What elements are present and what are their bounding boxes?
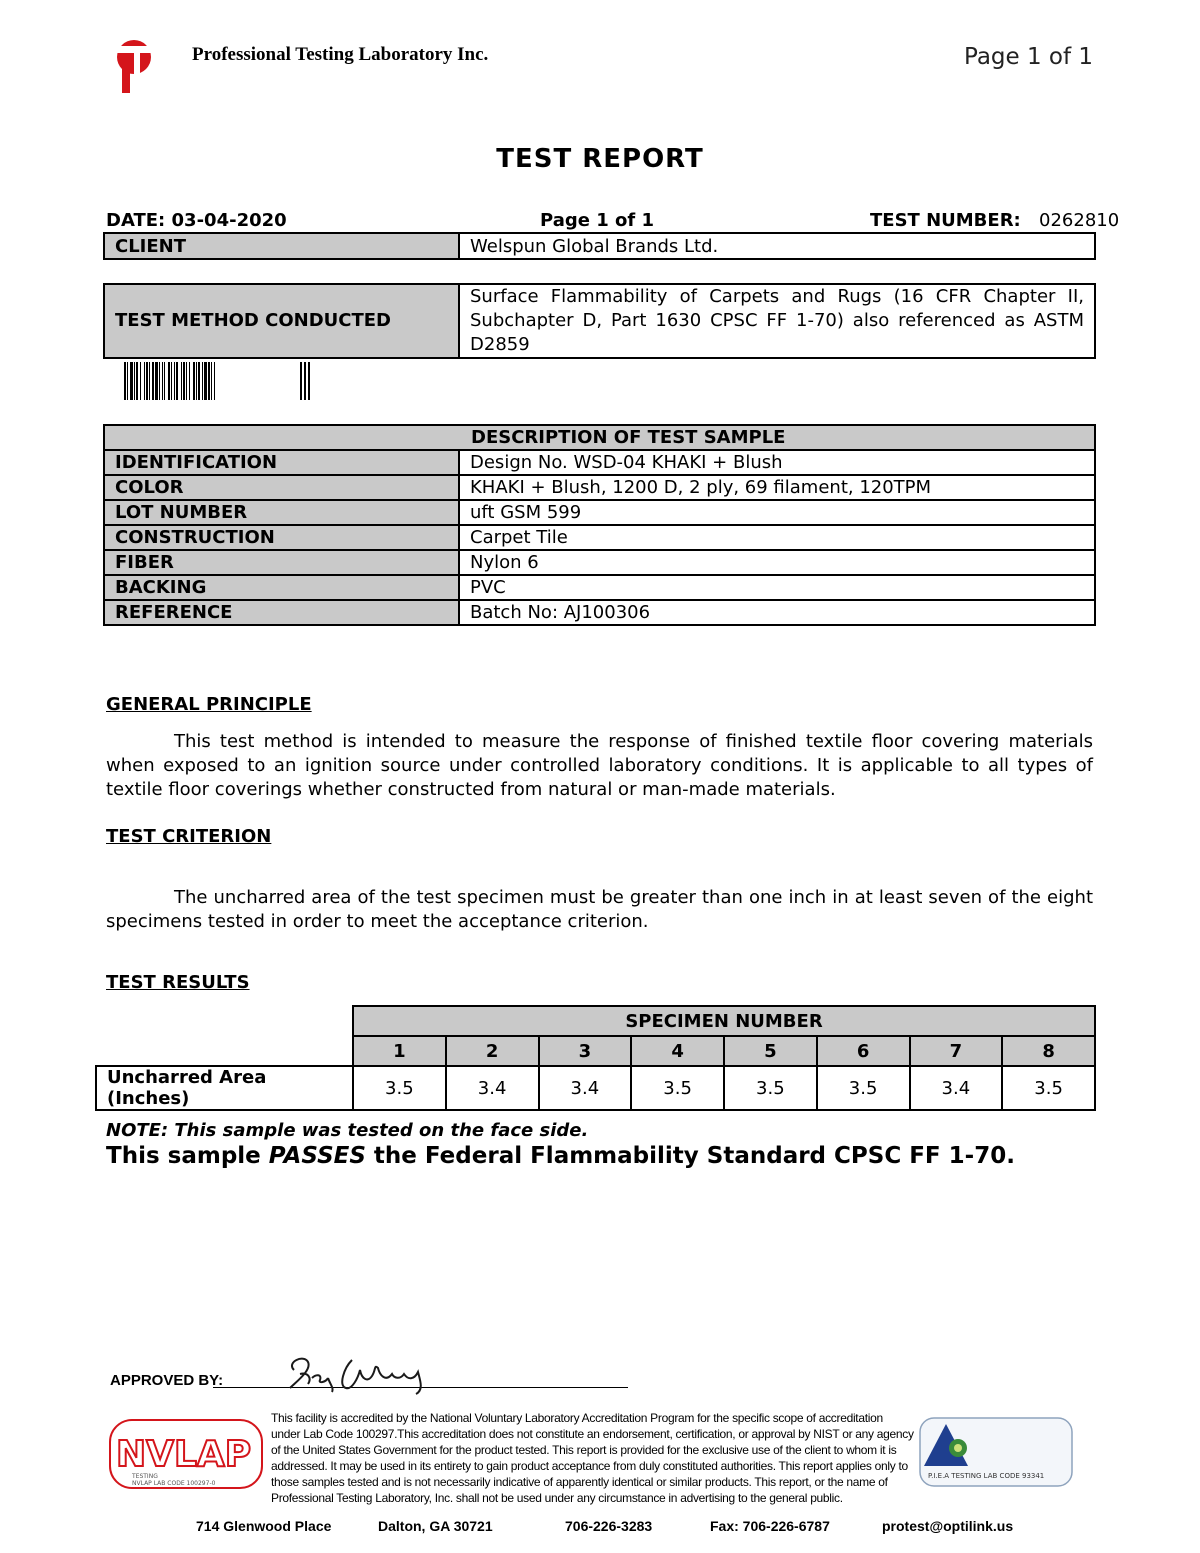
test-results-table: [95, 1005, 1096, 1111]
row-label: CONSTRUCTION: [104, 525, 459, 550]
page-indicator: Page 1 of 1: [964, 44, 1094, 70]
date-label: DATE:: [106, 210, 166, 231]
test-criterion-heading: TEST CRITERION: [106, 826, 272, 847]
table-row: [96, 1066, 1095, 1110]
row-value: PVC: [459, 575, 1095, 600]
pass-statement: [106, 1143, 1015, 1169]
nvlap-word: NVLAP: [116, 1434, 252, 1475]
test-method-value: Surface Flammability of Carpets and Rugs (16 CFR Chapter II, Subchapter D, Part 1630 CPSC FF 1-70) also referenced as ASTM D2859: [459, 284, 1095, 358]
lab-logo: [114, 40, 158, 94]
page-label: Page 1 of 1: [540, 210, 654, 231]
lab-name: Professional Testing Laboratory Inc.: [192, 44, 489, 65]
date-value: 03-04-2020: [171, 210, 287, 231]
row-label: FIBER: [104, 550, 459, 575]
test-results-heading: TEST RESULTS: [106, 972, 250, 993]
client-table: [103, 232, 1096, 260]
row-value: uft GSM 599: [459, 500, 1095, 525]
pass-prefix: This sample: [106, 1143, 269, 1169]
specimen-col-header: 8: [1002, 1036, 1095, 1066]
client-value: Welspun Global Brands Ltd.: [459, 233, 1095, 259]
table-row: [104, 550, 1095, 575]
row-label: REFERENCE: [104, 600, 459, 625]
report-title: TEST REPORT: [496, 144, 704, 174]
nvlap-sub2: NVLAP LAB CODE 100297-0: [132, 1480, 216, 1487]
result-value: 3.4: [539, 1066, 632, 1110]
accreditation-text: This facility is accredited by the National Voluntary Laboratory Accreditation Program for the specific scope of accreditation under Lab Code 100297.This accreditation does not constitute an endorsement, certification, or approval by NIST or any agency of the United States Government for the product tested. This report is provided for the exclusive use of the client to whom it is addressed. It may be used in its entirety to gain product acceptance from duly constituted authorities. This report applies only to those samples tested and is not necessarily indicative of apparently identical or similar products. This report, or the name of Professional Testing Laboratory, Inc. shall not be used under any circumstance in advertising to the general public.: [271, 1411, 914, 1505]
row-value: Design No. WSD-04 KHAKI + Blush: [459, 450, 1095, 475]
piea-logo: [918, 1416, 1074, 1488]
test-number-field: [870, 210, 1119, 231]
result-value: 3.4: [910, 1066, 1003, 1110]
pass-emphasis: PASSES: [268, 1143, 366, 1169]
row-label: LOT NUMBER: [104, 500, 459, 525]
row-value: Batch No: AJ100306: [459, 600, 1095, 625]
specimen-number-header: SPECIMEN NUMBER: [353, 1006, 1095, 1036]
results-row-label: Uncharred Area (Inches): [96, 1066, 353, 1110]
table-row: [104, 525, 1095, 550]
nvlap-sub1: TESTING: [132, 1473, 158, 1480]
test-number-value: 0262810: [1039, 210, 1120, 231]
table-row: [104, 500, 1095, 525]
specimen-col-header: 7: [910, 1036, 1003, 1066]
test-method-label: TEST METHOD CONDUCTED: [104, 284, 459, 358]
specimen-col-header: 5: [724, 1036, 817, 1066]
result-value: 3.5: [353, 1066, 446, 1110]
nvlap-logo: [108, 1418, 264, 1490]
approved-by-label: APPROVED BY:: [110, 1372, 224, 1389]
note-text: NOTE: This sample was tested on the face side.: [106, 1120, 589, 1141]
result-value: 3.5: [1002, 1066, 1095, 1110]
general-principle-heading: GENERAL PRINCIPLE: [106, 694, 312, 715]
specimen-col-header: 3: [539, 1036, 632, 1066]
row-label: COLOR: [104, 475, 459, 500]
blank-cell: [96, 1036, 353, 1066]
table-row: [104, 575, 1095, 600]
row-value: Nylon 6: [459, 550, 1095, 575]
result-value: 3.5: [817, 1066, 910, 1110]
barcode: [124, 362, 314, 400]
row-label: BACKING: [104, 575, 459, 600]
general-principle-body: This test method is intended to measure the response of finished textile floor covering materials when exposed to an ignition source under controlled laboratory conditions. It is applicable to all types of textile floor coverings whether constructed from natural or man-made materials.: [106, 731, 1093, 800]
footer-phone: 706-226-3283: [565, 1518, 653, 1534]
result-value: 3.4: [446, 1066, 539, 1110]
footer-city: Dalton, GA 30721: [378, 1518, 493, 1534]
footer-fax: Fax: 706-226-6787: [710, 1518, 830, 1534]
row-label: IDENTIFICATION: [104, 450, 459, 475]
row-value: KHAKI + Blush, 1200 D, 2 ply, 69 filament, 120TPM: [459, 475, 1095, 500]
test-criterion-text: [106, 886, 1093, 934]
sample-description-table: [103, 424, 1096, 626]
date-field: [106, 210, 287, 231]
result-value: 3.5: [631, 1066, 724, 1110]
footer-address: 714 Glenwood Place: [196, 1518, 332, 1534]
result-value: 3.5: [724, 1066, 817, 1110]
table-row: [104, 475, 1095, 500]
general-principle-text: [106, 730, 1093, 802]
test-number-label: TEST NUMBER:: [870, 210, 1021, 231]
pass-suffix: the Federal Flammability Standard CPSC FF 1-70.: [365, 1143, 1015, 1169]
signature: [282, 1348, 442, 1396]
table-row: [104, 450, 1095, 475]
client-label: CLIENT: [104, 233, 459, 259]
specimen-col-header: 2: [446, 1036, 539, 1066]
specimen-col-header: 6: [817, 1036, 910, 1066]
footer-email: protest@optilink.us: [882, 1518, 1014, 1534]
row-value: Carpet Tile: [459, 525, 1095, 550]
specimen-col-header: 1: [353, 1036, 446, 1066]
description-heading: DESCRIPTION OF TEST SAMPLE: [104, 425, 1095, 450]
piea-text: P.I.E.A TESTING LAB CODE 93341: [928, 1472, 1045, 1480]
blank-cell: [96, 1006, 353, 1036]
test-method-table: [103, 283, 1096, 359]
table-row: [104, 600, 1095, 625]
test-criterion-body: The uncharred area of the test specimen must be greater than one inch in at least seven of the eight specimens tested in order to meet the acceptance criterion.: [106, 887, 1093, 932]
specimen-col-header: 4: [631, 1036, 724, 1066]
